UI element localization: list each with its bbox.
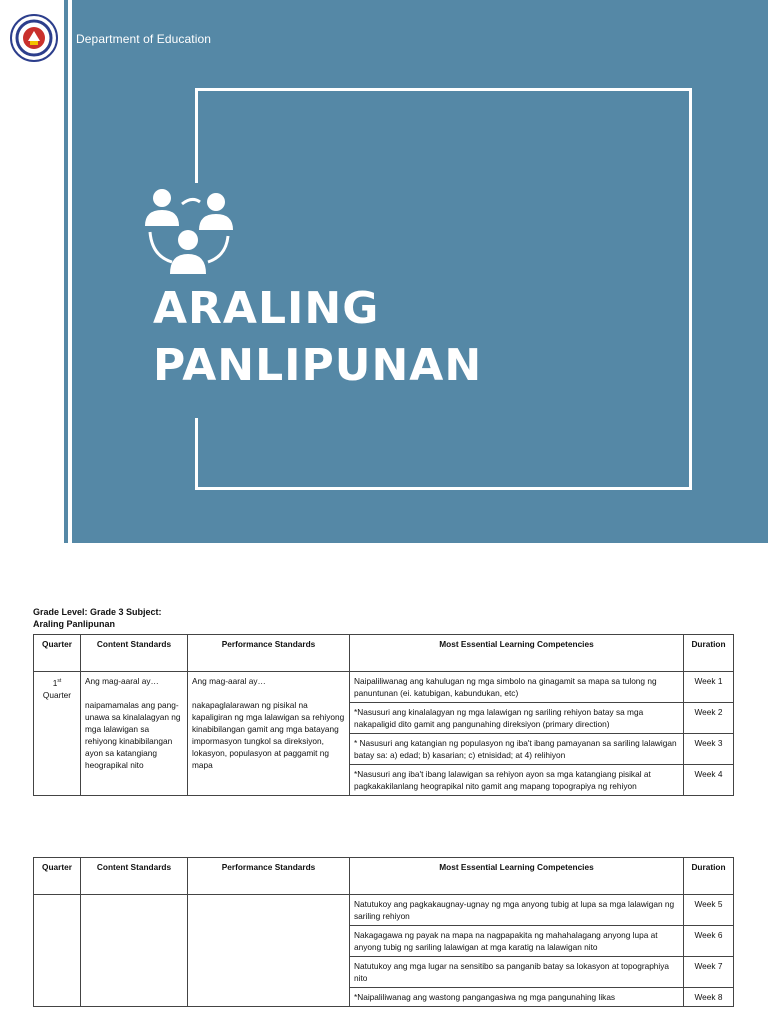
melc-cell: *Nasusuri ang kinalalagyan ng mga lalawigan ng sariling rehiyon batay sa mga nakapaligid dito gamit ang pangunahing direksiyon (primary direction) bbox=[350, 703, 684, 734]
header-content: Content Standards bbox=[81, 635, 188, 672]
grade-meta bbox=[33, 606, 162, 630]
performance-intro: Ang mag-aaral ay… bbox=[192, 676, 266, 686]
department-name: Department of Education bbox=[76, 32, 212, 46]
duration-cell: Week 1 bbox=[684, 672, 734, 703]
duration-cell: Week 8 bbox=[684, 988, 734, 1007]
header-content: Content Standards bbox=[81, 858, 188, 895]
quarter-number: 1 bbox=[52, 677, 58, 688]
table-row bbox=[34, 895, 734, 926]
duration-cell: Week 3 bbox=[684, 734, 734, 765]
content-intro: Ang mag-aaral ay… bbox=[85, 676, 159, 686]
melc-cell: *Nasusuri ang iba't ibang lalawigan sa rehiyon ayon sa mga katangiang pisikal at pagkakakilanlang heograpikal nito gamit ang mapang topograpiya ng rehiyon bbox=[350, 765, 684, 796]
performance-text: nakapaglalarawan ng pisikal na kapaligiran ng mga lalawigan sa rehiyong kinabibilangan gamit ang mga batayang impormasyon tungkol sa direksiyon, lokasyon, populasyon at paggamit ng mapa bbox=[192, 700, 345, 770]
frame-line bbox=[195, 418, 198, 490]
table-row bbox=[34, 672, 734, 703]
duration-cell: Week 4 bbox=[684, 765, 734, 796]
title-line: PANLIPUNAN bbox=[153, 340, 483, 391]
table-header-row bbox=[34, 858, 734, 895]
quarter-cell bbox=[34, 895, 81, 1007]
header-performance: Performance Standards bbox=[188, 635, 350, 672]
table-header-row bbox=[34, 635, 734, 672]
header-duration: Duration bbox=[684, 635, 734, 672]
performance-standards-cell bbox=[188, 895, 350, 1007]
header-performance: Performance Standards bbox=[188, 858, 350, 895]
frame-line bbox=[195, 88, 198, 183]
melc-cell: Natutukoy ang pagkakaugnay-ugnay ng mga anyong tubig at lupa sa mga lalawigan ng sariling rehiyon bbox=[350, 895, 684, 926]
frame-line bbox=[195, 88, 692, 91]
melc-cell: *Naipaliliwanag ang wastong pangangasiwa ng mga pangunahing likas bbox=[350, 988, 684, 1007]
header-melc: Most Essential Learning Competencies bbox=[350, 858, 684, 895]
header-melc: Most Essential Learning Competencies bbox=[350, 635, 684, 672]
duration-cell: Week 7 bbox=[684, 957, 734, 988]
melc-cell: Naipaliliwanag ang kahulugan ng mga simbolo na ginagamit sa mapa sa tulong ng panuntunan (ei. katubigan, kabundukan, etc) bbox=[350, 672, 684, 703]
grade-level-line: Grade Level: Grade 3 Subject: bbox=[33, 607, 162, 617]
duration-cell: Week 2 bbox=[684, 703, 734, 734]
title-line: ARALING bbox=[153, 283, 380, 334]
frame-line bbox=[195, 487, 692, 490]
melc-cell: Nakagagawa ng payak na mapa na nagpapakita ng mahahalagang anyong lupa at anyong tubig ng sariling lalawigan at mga karatig na lalawigan nito bbox=[350, 926, 684, 957]
content-standards-cell bbox=[81, 672, 188, 796]
duration-cell: Week 6 bbox=[684, 926, 734, 957]
melc-cell: Natutukoy ang mga lugar na sensitibo sa panganib batay sa lokasyon at topographiya nito bbox=[350, 957, 684, 988]
content-standards-cell bbox=[81, 895, 188, 1007]
header-quarter: Quarter bbox=[34, 858, 81, 895]
subject-title bbox=[153, 280, 482, 394]
header-duration: Duration bbox=[684, 858, 734, 895]
melc-table-quarter-continued bbox=[33, 857, 734, 1007]
melc-cell: * Nasusuri ang katangian ng populasyon ng iba't ibang pamayanan sa sariling lalawigan batay sa: a) edad; b) kasarian; c) etnisidad; at 4) relihiyon bbox=[350, 734, 684, 765]
quarter-word: Quarter bbox=[42, 689, 72, 700]
content-text: naipamamalas ang pang- unawa sa kinalalagyan ng mga lalawigan sa rehiyong kinabibilangan ayon sa katangiang heograpikal nito bbox=[85, 700, 181, 770]
deped-seal-icon bbox=[10, 14, 58, 62]
duration-cell: Week 5 bbox=[684, 895, 734, 926]
header-quarter: Quarter bbox=[34, 635, 81, 672]
cover-stripe bbox=[64, 0, 68, 543]
frame-line bbox=[689, 88, 692, 490]
quarter-cell bbox=[34, 672, 81, 796]
people-group-icon bbox=[142, 186, 238, 278]
quarter-suffix: st bbox=[57, 678, 62, 684]
subject-line: Araling Panlipunan bbox=[33, 619, 116, 629]
performance-standards-cell bbox=[188, 672, 350, 796]
melc-table-quarter-1 bbox=[33, 634, 734, 796]
